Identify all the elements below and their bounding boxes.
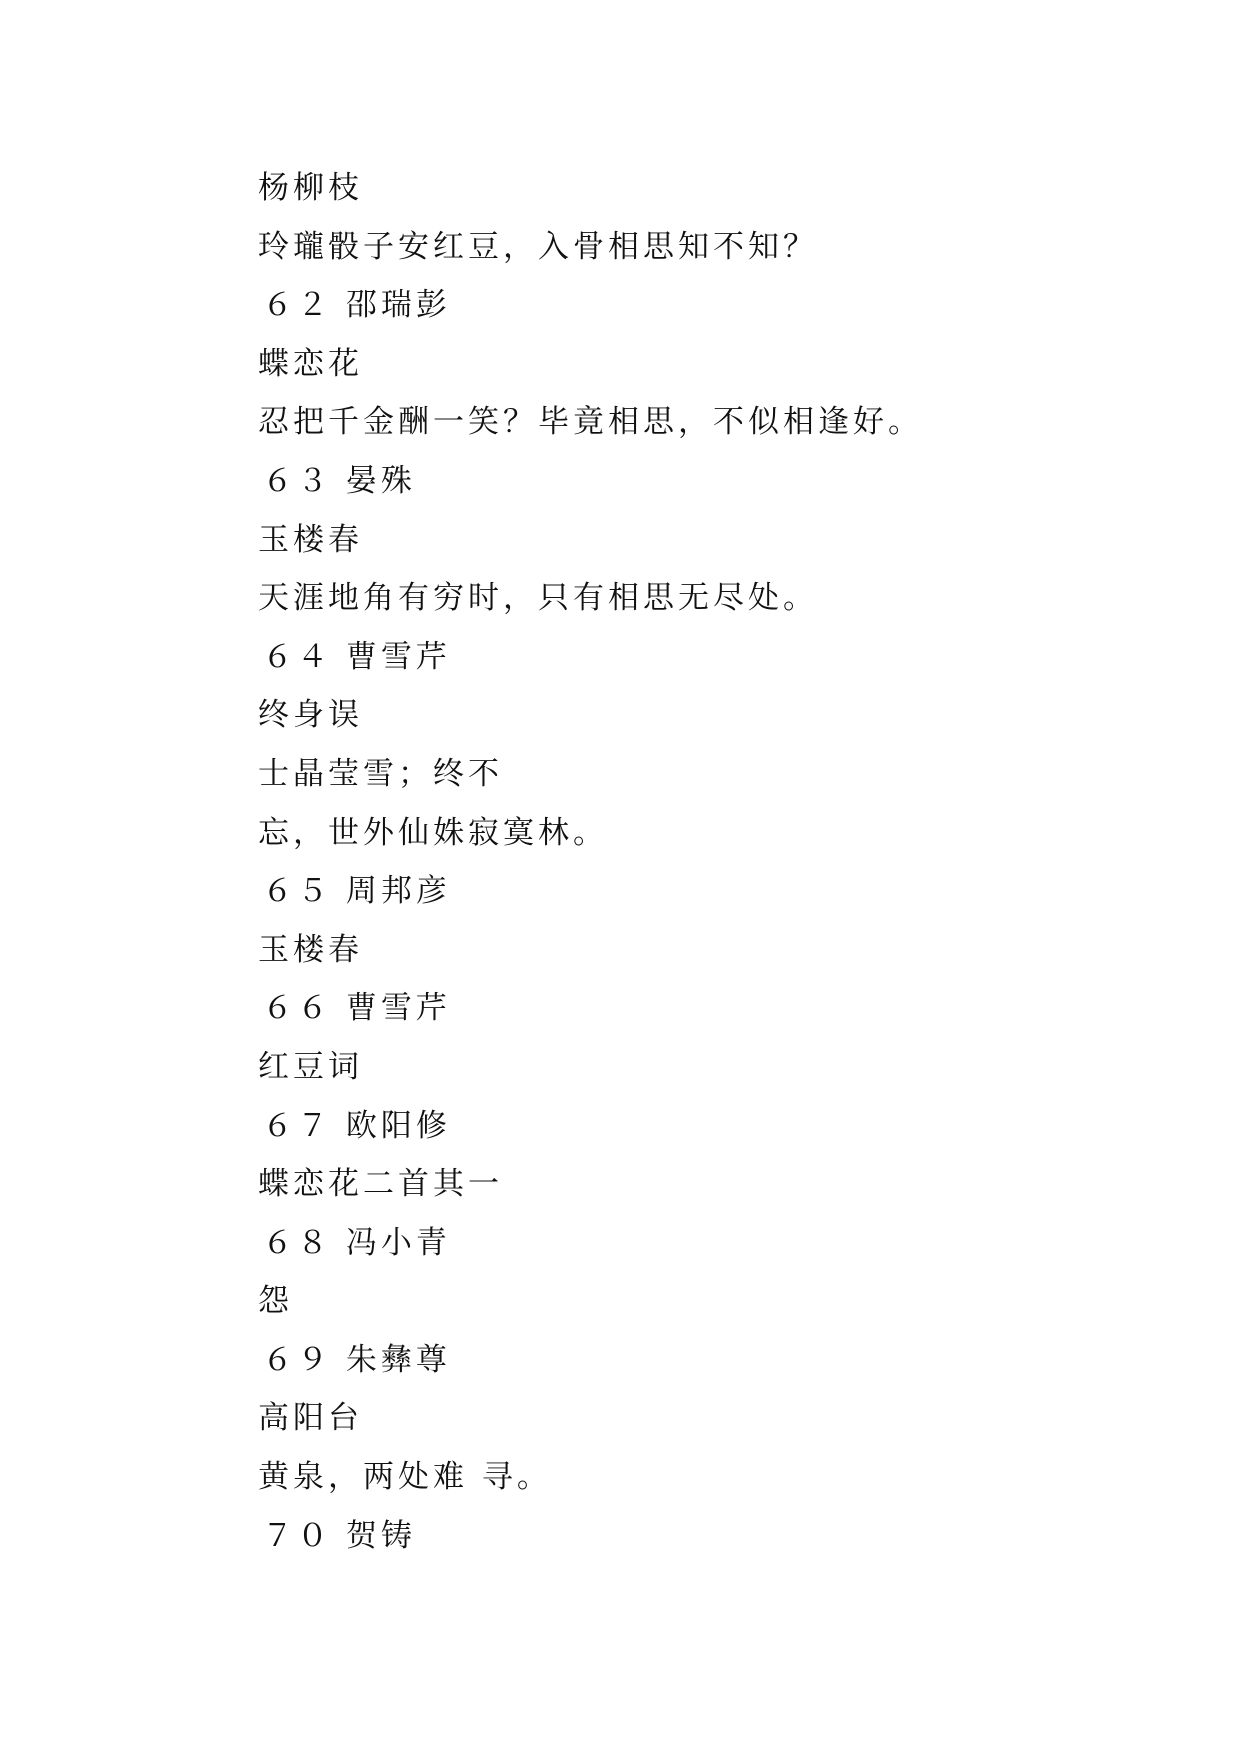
poem-title: 蝶恋花二首其一 — [258, 1166, 503, 1203]
poem-excerpt: 忘，世外仙姝寂寞林。 — [258, 814, 608, 851]
poem-excerpt: 天涯地角有穷时，只有相思无尽处。 — [258, 580, 818, 617]
entry-number-author: ６３ 晏殊 — [262, 462, 416, 499]
poem-title: 玉楼春 — [258, 931, 363, 968]
text-body — [258, 159, 923, 1565]
entry-number-author: ６７ 欧阳修 — [262, 1107, 451, 1144]
entry-number-author: ６９ 朱彝尊 — [262, 1341, 451, 1378]
poem-title: 杨柳枝 — [258, 170, 363, 206]
poem-title: 红豆词 — [258, 1048, 363, 1085]
poem-excerpt: 黄泉，两处难 寻。 — [258, 1459, 552, 1496]
entry-number-author: ７０ 贺铸 — [262, 1517, 416, 1554]
entry-number-author: ６５ 周邦彦 — [262, 873, 451, 910]
entry-number-author: ６８ 冯小青 — [262, 1224, 451, 1261]
poem-excerpt: 士晶莹雪；终不 — [258, 755, 503, 792]
poem-excerpt: 忍把千金酬一笑？毕竟相思，不似相逢好。 — [258, 404, 923, 441]
entry-number-author: ６２ 邵瑞彭 — [262, 287, 451, 324]
entry-number-author: ６６ 曹雪芹 — [262, 990, 451, 1027]
poem-excerpt: 玲瓏骰子安红豆，入骨相思知不知？ — [258, 228, 818, 265]
poem-title: 蝶恋花 — [258, 345, 363, 382]
poem-title: 怨 — [258, 1283, 293, 1320]
entry-number-author: ６４ 曹雪芹 — [262, 638, 451, 675]
poem-title: 玉楼春 — [258, 521, 363, 558]
poem-title: 终身误 — [258, 697, 363, 734]
poem-title: 高阳台 — [258, 1400, 363, 1437]
